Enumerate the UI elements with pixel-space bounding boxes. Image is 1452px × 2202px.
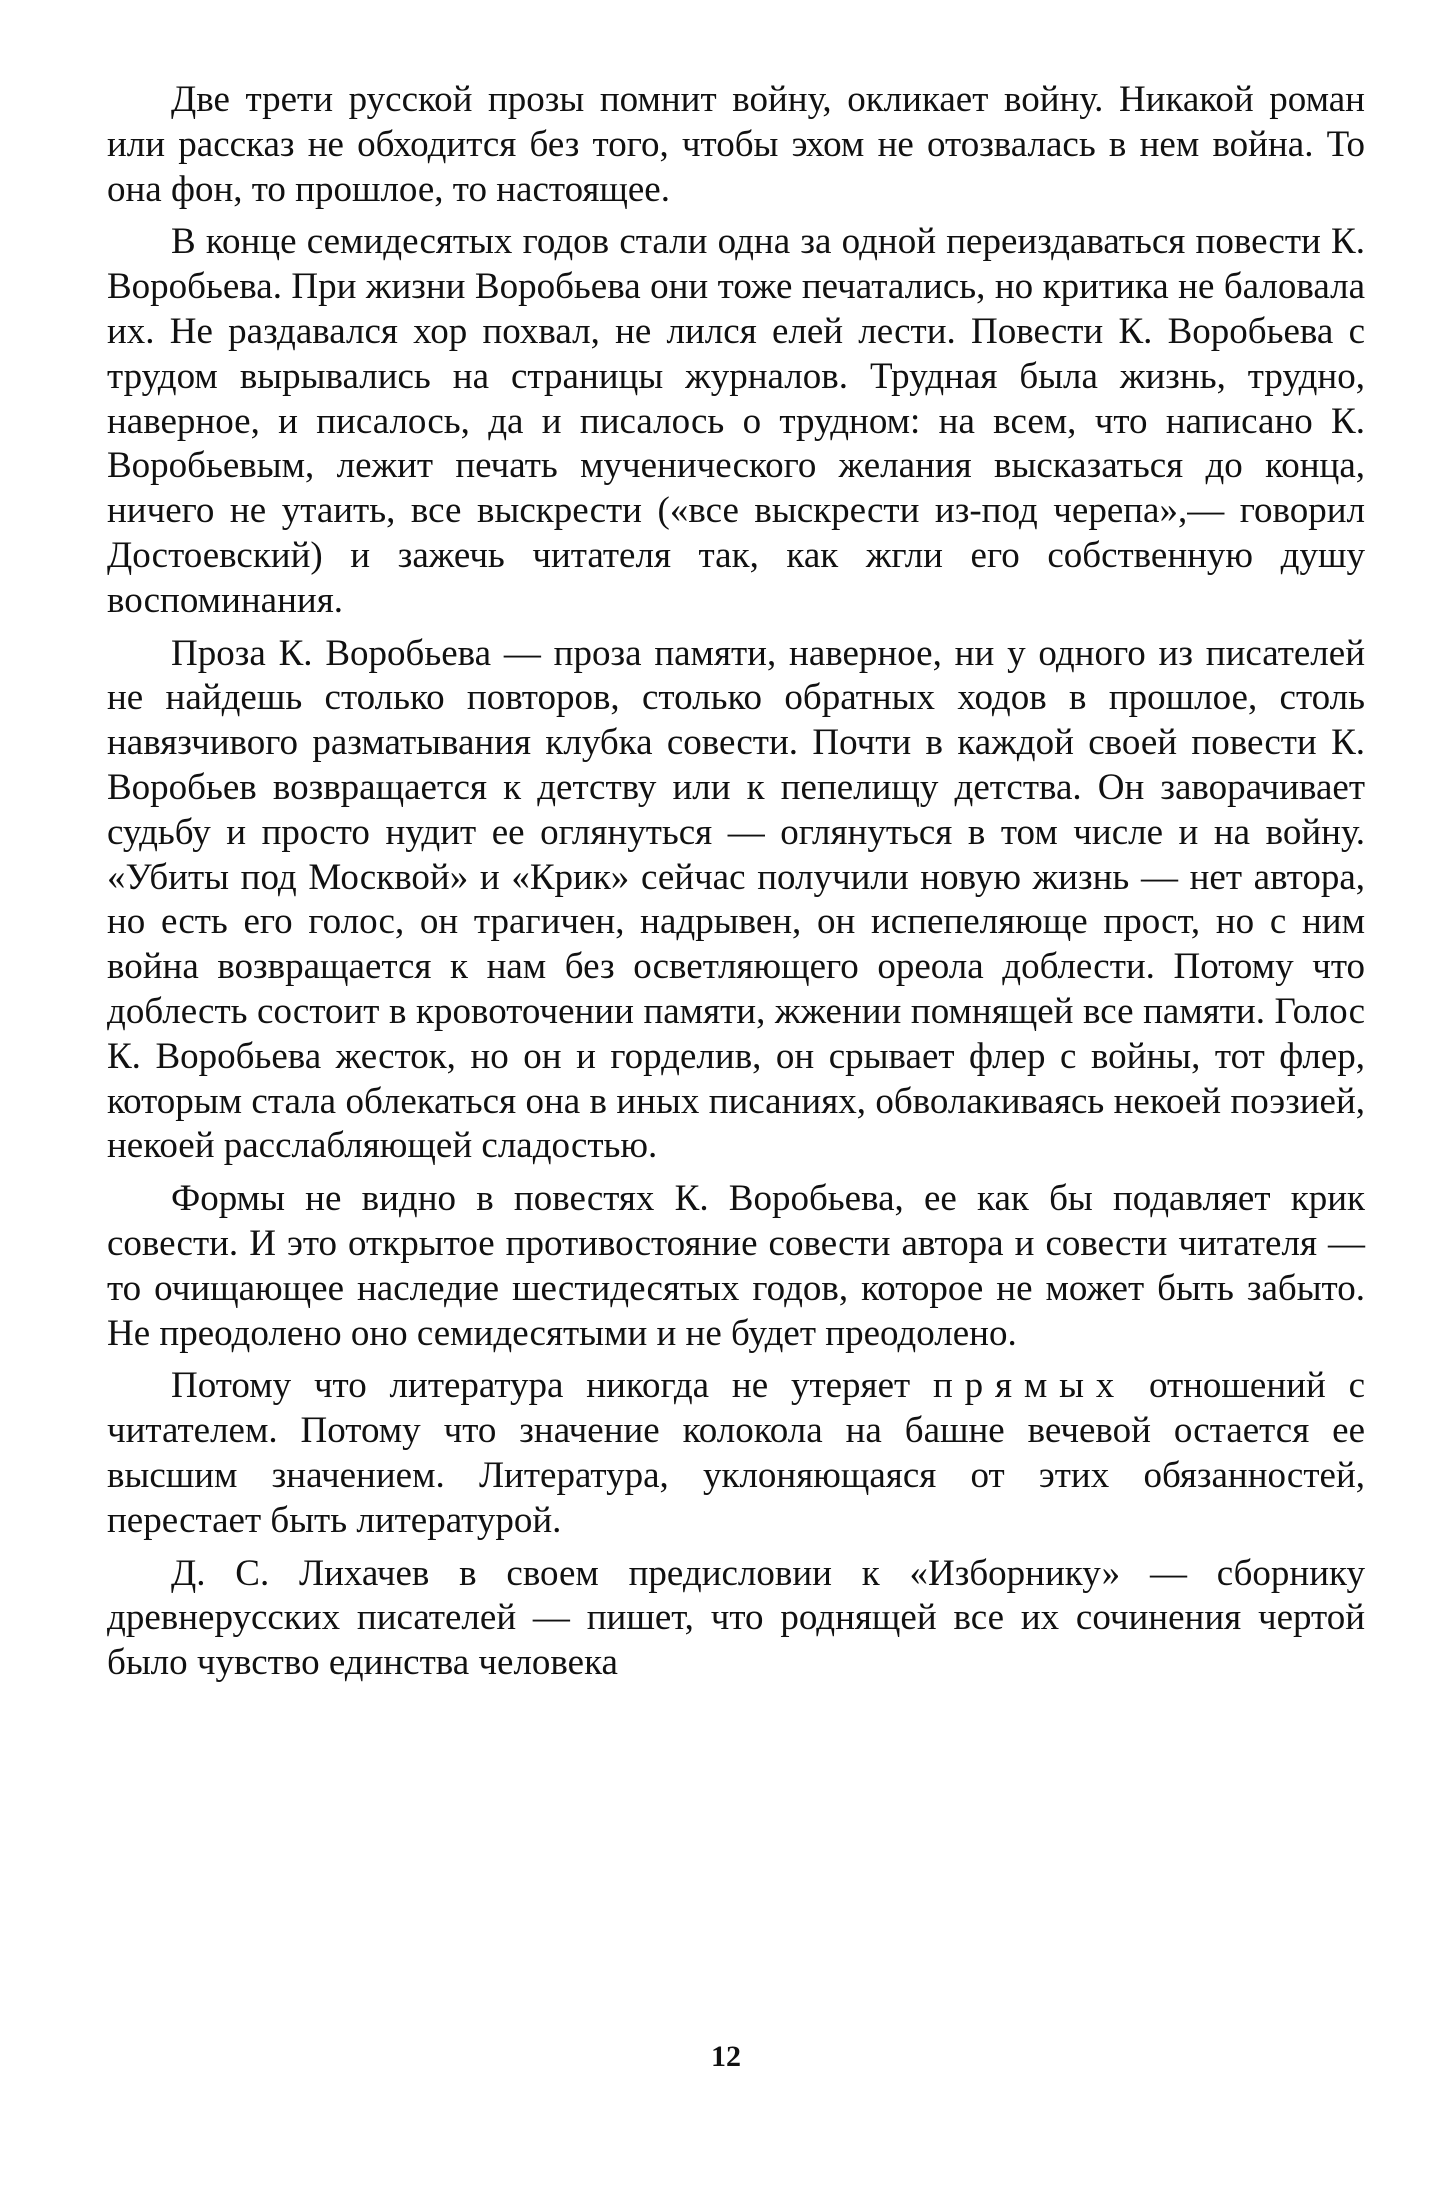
paragraph-4: Формы не видно в повестях К. Воробьева, ее как бы подавляет крик совести. И это открытое противостояние совести автора и совести читателя — то очищающее наследие шестидесятых годов, которое не может быть забыто. Не преодолено оно семидесятыми и не будет преодолено. — [107, 1178, 1365, 1354]
paragraph-6: Д. С. Лихачев в своем предисловии к «Изборнику» — сборнику древнерусских писателей — пишет, что роднящей все их сочинения чертой было чувство единства человека — [107, 1552, 1365, 1684]
emphasis-spaced-word: прямых — [932, 1365, 1127, 1407]
body-text — [107, 78, 1365, 1694]
page-number: 12 — [711, 2040, 741, 2073]
paragraph-3: Проза К. Воробьева — проза памяти, наверное, ни у одного из писателей не найдешь столько повторов, столько обратных ходов в прошлое, столь навязчивого разматывания клубка совести. Почти в каждой своей повести К. Воробьев возвращается к детству или к пепелищу детства. Он заворачивает судьбу и просто нудит ее оглянуться — оглянуться в том числе и на войну. «Убиты под Москвой» и «Крик» сейчас получили новую жизнь — нет автора, но есть его голос, он трагичен, надрывен, он испепеляюще прост, но с ним война возвращается к нам без осветляющего ореола доблести. Потому что доблесть состоит в кровоточении памяти, жжении помнящей все памяти. Голос К. Воробьева жесток, но он и горделив, он срывает флер с войны, тот флер, которым стала облекаться она в иных писаниях, обволакиваясь некоей поэзией, некоей расслабляющей сладостью. — [107, 632, 1365, 1167]
paragraph-5-end: отношений с читателем. Потому что значение колокола на башне вечевой остается ее высшим значением. Литература, уклоняющаяся от этих обязанностей, перестает быть литературой. — [107, 1365, 1365, 1541]
paragraph-5 — [107, 1364, 1365, 1543]
paragraph-1: Две трети русской прозы помнит войну, окликает войну. Никакой роман или рассказ не обходится без того, чтобы эхом не отозвалась в нем война. То она фон, то прошлое, то настоящее. — [107, 79, 1365, 210]
paragraph-2: В конце семидесятых годов стали одна за одной переиздаваться повести К. Воробьева. При жизни Воробьева они тоже печатались, но критика не баловала их. Не раздавался хор похвал, не лился елей лести. Повести К. Воробьева с трудом вырывались на страницы журналов. Трудная была жизнь, трудно, наверное, и писалось, да и писалось о трудном: на всем, что написано К. Воробьевым, лежит печать мученического желания высказаться до конца, ничего не утаить, все выскрести («все выскрести из-под черепа»,— говорил Достоевский) и зажечь читателя так, как жгли его собственную душу воспоминания. — [107, 221, 1365, 621]
paragraph-5-start: Потому что литература никогда не утеряет — [171, 1365, 933, 1407]
